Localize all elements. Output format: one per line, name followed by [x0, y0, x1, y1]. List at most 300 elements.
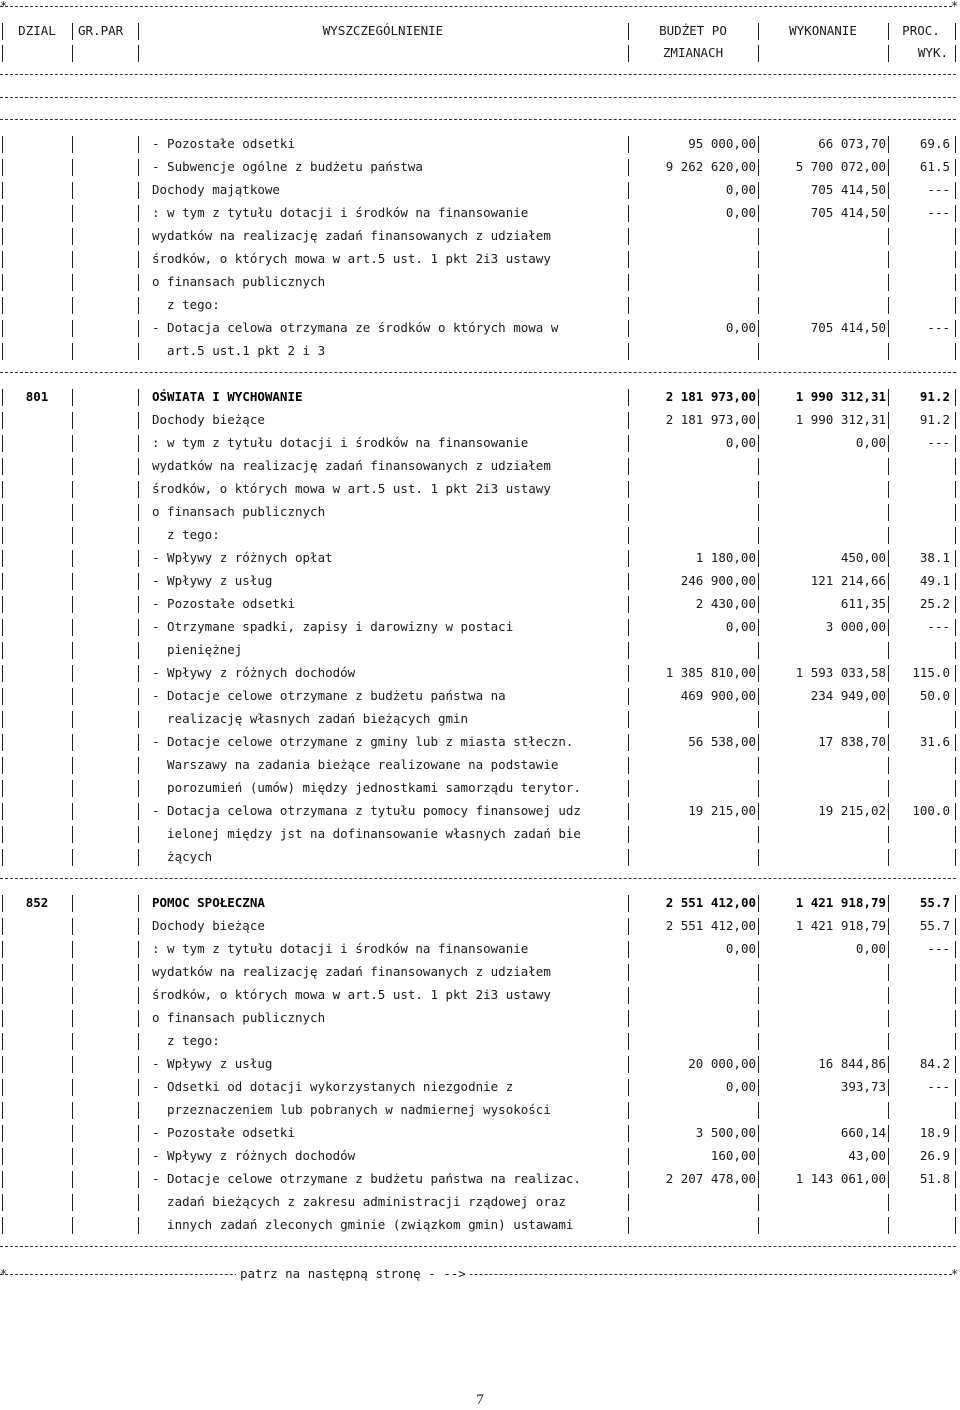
cell-percent [888, 1007, 950, 1029]
table-row [0, 409, 960, 431]
cell-percent [888, 1214, 950, 1236]
table-row [0, 386, 960, 408]
cell-grpar [78, 1007, 138, 1029]
cell-grpar [78, 524, 138, 546]
cell-grpar [78, 570, 138, 592]
cell-dzial [2, 455, 72, 477]
table-row [0, 1145, 960, 1167]
cell-execution [758, 639, 886, 661]
cell-execution [758, 340, 886, 362]
cell-percent [888, 524, 950, 546]
cell-dzial [2, 248, 72, 270]
cell-dzial [2, 340, 72, 362]
cell-dzial [2, 501, 72, 523]
cell-description: żących [152, 849, 213, 864]
cell-execution [758, 225, 886, 247]
cell-grpar [78, 294, 138, 316]
row-separator [0, 878, 956, 879]
header-wykonanie: WYKONANIE [789, 23, 857, 38]
cell-description: OŚWIATA I WYCHOWANIE [152, 389, 303, 404]
cell-description: ielonej między jst na dofinansowanie własnych zadań bie [152, 826, 581, 841]
header-budzet-2: ZMIANACH [662, 45, 724, 60]
cell-budget [628, 501, 756, 523]
table-row [0, 1099, 960, 1121]
cell-percent [888, 777, 950, 799]
cell-description: o finansach publicznych [152, 504, 326, 519]
page-number: 7 [476, 1392, 484, 1408]
cell-grpar [78, 1099, 138, 1121]
cell-execution: 17 838,70 [818, 734, 886, 749]
header-proc-2: WYK. [917, 45, 948, 60]
cell-percent [888, 225, 950, 247]
cell-budget [628, 823, 756, 845]
cell-grpar [78, 179, 138, 201]
cell-description: - Otrzymane spadki, zapisy i darowizny w postaci [152, 619, 514, 634]
cell-percent: --- [927, 182, 950, 197]
cell-grpar [78, 685, 138, 707]
cell-execution: 16 844,86 [818, 1056, 886, 1071]
cell-grpar [78, 915, 138, 937]
cell-dzial [2, 432, 72, 454]
cell-dzial [2, 593, 72, 615]
cell-grpar [78, 501, 138, 523]
cell-grpar [78, 938, 138, 960]
table-row [0, 823, 960, 845]
table-row [0, 754, 960, 776]
cell-execution [758, 823, 886, 845]
cell-description: wydatków na realizację zadań finansowanych z udziałem [152, 964, 551, 979]
cell-description: przeznaczeniem lub pobranych w nadmiernej wysokości [152, 1102, 551, 1117]
cell-dzial [2, 984, 72, 1006]
cell-budget [628, 248, 756, 270]
cell-execution: 1 990 312,31 [795, 389, 886, 404]
cell-execution [758, 961, 886, 983]
table-row [0, 1168, 960, 1190]
cell-dzial [2, 708, 72, 730]
cell-execution: 121 214,66 [810, 573, 886, 588]
cell-budget: 56 538,00 [688, 734, 756, 749]
cell-dzial [2, 754, 72, 776]
cell-execution: 3 000,00 [825, 619, 886, 634]
cell-budget: 0,00 [725, 941, 756, 956]
header-wyszczegolnienie: WYSZCZEGÓLNIENIE [322, 23, 444, 38]
cell-description: Dochody bieżące [152, 918, 265, 933]
cell-execution [758, 777, 886, 799]
cell-budget [628, 1191, 756, 1213]
cell-description: innych zadań zleconych gminie (związkom gmin) ustawami [152, 1217, 574, 1232]
table-row [0, 984, 960, 1006]
cell-description: Warszawy na zadania bieżące realizowane na podstawie [152, 757, 559, 772]
cell-execution: 1 143 061,00 [795, 1171, 886, 1186]
cell-budget [628, 1099, 756, 1121]
cell-grpar [78, 616, 138, 638]
cell-execution [758, 754, 886, 776]
cell-percent: 115.0 [912, 665, 950, 680]
cell-grpar [78, 1076, 138, 1098]
table-row [0, 570, 960, 592]
cell-budget: 2 207 478,00 [665, 1171, 756, 1186]
cell-description: - Dotacje celowe otrzymane z budżetu państwa na [152, 688, 506, 703]
table-row [0, 593, 960, 615]
cell-percent [888, 294, 950, 316]
cell-budget: 246 900,00 [680, 573, 756, 588]
cell-dzial [2, 915, 72, 937]
cell-budget [628, 961, 756, 983]
cell-dzial [2, 961, 72, 983]
cell-budget: 9 262 620,00 [665, 159, 756, 174]
cell-execution [758, 524, 886, 546]
table-row [0, 846, 960, 868]
cell-percent: --- [927, 320, 950, 335]
cell-description: z tego: [152, 1033, 220, 1048]
cell-dzial [2, 938, 72, 960]
table-row [0, 961, 960, 983]
cell-budget [628, 1007, 756, 1029]
cell-description: o finansach publicznych [152, 1010, 326, 1025]
header-proc: PROC. [902, 23, 940, 38]
row-separator [0, 1246, 956, 1247]
cell-description: pieniężnej [152, 642, 243, 657]
cell-description: - Wpływy z usług [152, 1056, 273, 1071]
cell-percent: 100.0 [912, 803, 950, 818]
cell-grpar [78, 1145, 138, 1167]
cell-grpar [78, 225, 138, 247]
cell-dzial: 852 [25, 895, 49, 910]
cell-budget: 19 215,00 [688, 803, 756, 818]
table-row [0, 478, 960, 500]
header-dzial: DZIAL [18, 23, 56, 38]
cell-budget: 2 181 973,00 [665, 412, 756, 427]
cell-grpar [78, 1053, 138, 1075]
cell-budget: 0,00 [725, 205, 756, 220]
header-separator [0, 97, 956, 98]
cell-execution: 611,35 [840, 596, 886, 611]
cell-description: Dochody majątkowe [152, 182, 280, 197]
table-row [0, 616, 960, 638]
cell-budget [628, 478, 756, 500]
cell-description: - Wpływy z różnych dochodów [152, 1148, 356, 1163]
cell-description: - Pozostałe odsetki [152, 136, 295, 151]
table-row [0, 340, 960, 362]
table-row [0, 317, 960, 339]
cell-description: : w tym z tytułu dotacji i środków na finansowanie [152, 941, 529, 956]
cell-dzial [2, 547, 72, 569]
table-row [0, 731, 960, 753]
cell-description: o finansach publicznych [152, 274, 326, 289]
cell-budget: 2 551 412,00 [665, 918, 756, 933]
table-row [0, 938, 960, 960]
cell-description: Dochody bieżące [152, 412, 265, 427]
cell-grpar [78, 593, 138, 615]
footer: * * patrz na następną stronę - --> [0, 1266, 959, 1281]
cell-dzial: 801 [25, 389, 49, 404]
cell-percent [888, 846, 950, 868]
cell-execution: 66 073,70 [818, 136, 886, 151]
cell-percent [888, 455, 950, 477]
cell-budget: 2 181 973,00 [665, 389, 756, 404]
table-row [0, 1007, 960, 1029]
table-row [0, 1191, 960, 1213]
table-row [0, 133, 960, 155]
cell-execution [758, 984, 886, 1006]
cell-execution: 19 215,02 [818, 803, 886, 818]
cell-dzial [2, 1030, 72, 1052]
cell-execution: 1 990 312,31 [795, 412, 886, 427]
cell-description: środków, o których mowa w art.5 ust. 1 pkt 2i3 ustawy [152, 987, 551, 1002]
table-row [0, 455, 960, 477]
cell-execution [758, 1099, 886, 1121]
cell-execution [758, 501, 886, 523]
table-row [0, 1122, 960, 1144]
cell-budget: 1 180,00 [695, 550, 756, 565]
cell-grpar [78, 547, 138, 569]
table-row [0, 202, 960, 224]
table-row [0, 1053, 960, 1075]
cell-description: wydatków na realizację zadań finansowanych z udziałem [152, 228, 551, 243]
cell-execution [758, 294, 886, 316]
top-border [0, 6, 952, 7]
cell-execution [758, 1007, 886, 1029]
cell-dzial [2, 731, 72, 753]
cell-dzial [2, 294, 72, 316]
cell-budget: 2 551 412,00 [665, 895, 756, 910]
cell-dzial [2, 317, 72, 339]
cell-percent: 91.2 [919, 412, 950, 427]
cell-percent: 84.2 [919, 1056, 950, 1071]
header-row [0, 20, 960, 42]
cell-dzial [2, 271, 72, 293]
cell-description: - Subwencje ogólne z budżetu państwa [152, 159, 423, 174]
cell-dzial [2, 846, 72, 868]
cell-budget: 0,00 [725, 1079, 756, 1094]
cell-budget [628, 340, 756, 362]
cell-percent: 91.2 [919, 389, 950, 404]
row-separator [0, 372, 956, 373]
cell-grpar [78, 892, 138, 914]
table-row [0, 156, 960, 178]
cell-description: - Odsetki od dotacji wykorzystanych niezgodnie z [152, 1079, 514, 1094]
cell-description: - Dotacja celowa otrzymana z tytułu pomocy finansowej udz [152, 803, 581, 818]
cell-percent: 55.7 [919, 918, 950, 933]
header-separator [0, 74, 956, 75]
cell-budget [628, 271, 756, 293]
cell-budget [628, 846, 756, 868]
cell-description: porozumień (umów) między jednostkami samorządu terytor. [152, 780, 581, 795]
cell-grpar [78, 984, 138, 1006]
table-row [0, 1214, 960, 1236]
cell-grpar [78, 639, 138, 661]
cell-grpar [78, 156, 138, 178]
cell-description: realizację własnych zadań bieżących gmin [152, 711, 469, 726]
cell-execution: 660,14 [840, 1125, 886, 1140]
cell-description: - Wpływy z różnych dochodów [152, 665, 356, 680]
cell-dzial [2, 179, 72, 201]
cell-execution [758, 846, 886, 868]
cell-execution [758, 1191, 886, 1213]
table-row [0, 800, 960, 822]
cell-execution [758, 248, 886, 270]
cell-description: - Pozostałe odsetki [152, 596, 295, 611]
cell-description: art.5 ust.1 pkt 2 i 3 [152, 343, 326, 358]
header-budzet: BUDŻET PO [659, 23, 727, 38]
cell-dzial [2, 524, 72, 546]
cell-percent: --- [927, 205, 950, 220]
corner-mark: * [951, 0, 959, 13]
cell-dzial [2, 639, 72, 661]
cell-percent [888, 984, 950, 1006]
cell-budget [628, 455, 756, 477]
cell-dzial [2, 1145, 72, 1167]
cell-budget [628, 1214, 756, 1236]
cell-budget: 20 000,00 [688, 1056, 756, 1071]
cell-grpar [78, 317, 138, 339]
cell-percent: --- [927, 941, 950, 956]
cell-budget: 469 900,00 [680, 688, 756, 703]
cell-percent: 55.7 [919, 895, 950, 910]
cell-dzial [2, 1122, 72, 1144]
cell-percent [888, 754, 950, 776]
cell-grpar [78, 1168, 138, 1190]
cell-dzial [2, 570, 72, 592]
cell-budget: 160,00 [710, 1148, 756, 1163]
cell-execution [758, 478, 886, 500]
cell-description: : w tym z tytułu dotacji i środków na finansowanie [152, 205, 529, 220]
header-row [0, 42, 960, 64]
cell-grpar [78, 823, 138, 845]
cell-dzial [2, 1168, 72, 1190]
cell-description: - Dotacje celowe otrzymane z gminy lub z miasta stłeczn. [152, 734, 574, 749]
cell-percent: 49.1 [919, 573, 950, 588]
cell-percent: 26.9 [919, 1148, 950, 1163]
cell-percent [888, 823, 950, 845]
cell-execution: 705 414,50 [810, 205, 886, 220]
table-row [0, 1030, 960, 1052]
cell-budget [628, 754, 756, 776]
cell-execution: 1 421 918,79 [795, 918, 886, 933]
cell-grpar [78, 432, 138, 454]
table-row [0, 524, 960, 546]
cell-description: - Pozostałe odsetki [152, 1125, 295, 1140]
cell-dzial [2, 662, 72, 684]
cell-percent: 38.1 [919, 550, 950, 565]
cell-execution [758, 708, 886, 730]
cell-budget [628, 708, 756, 730]
cell-budget [628, 639, 756, 661]
cell-dzial [2, 133, 72, 155]
cell-execution: 705 414,50 [810, 320, 886, 335]
cell-dzial [2, 1076, 72, 1098]
table-row [0, 432, 960, 454]
cell-execution: 0,00 [855, 941, 886, 956]
cell-budget: 2 430,00 [695, 596, 756, 611]
cell-grpar [78, 662, 138, 684]
cell-description: POMOC SPOŁECZNA [152, 895, 265, 910]
cell-budget [628, 524, 756, 546]
table-row [0, 639, 960, 661]
cell-execution: 393,73 [840, 1079, 886, 1094]
cell-budget [628, 984, 756, 1006]
cell-percent: 51.8 [919, 1171, 950, 1186]
cell-grpar [78, 248, 138, 270]
cell-grpar [78, 777, 138, 799]
cell-grpar [78, 455, 138, 477]
cell-dzial [2, 478, 72, 500]
cell-execution: 705 414,50 [810, 182, 886, 197]
cell-execution: 0,00 [855, 435, 886, 450]
cell-execution [758, 1030, 886, 1052]
cell-grpar [78, 1030, 138, 1052]
cell-dzial [2, 1053, 72, 1075]
cell-grpar [78, 271, 138, 293]
cell-description: : w tym z tytułu dotacji i środków na finansowanie [152, 435, 529, 450]
cell-execution: 234 949,00 [810, 688, 886, 703]
table-row [0, 271, 960, 293]
table-row [0, 915, 960, 937]
cell-dzial [2, 156, 72, 178]
cell-execution: 5 700 072,00 [795, 159, 886, 174]
cell-description: - Dotacja celowa otrzymana ze środków o których mowa w [152, 320, 559, 335]
cell-grpar [78, 1214, 138, 1236]
table-row [0, 547, 960, 569]
continued-note: patrz na następną stronę - --> [236, 1266, 470, 1282]
cell-execution: 1 593 033,58 [795, 665, 886, 680]
table-row [0, 294, 960, 316]
cell-budget [628, 777, 756, 799]
cell-execution: 1 421 918,79 [795, 895, 886, 910]
cell-description: z tego: [152, 527, 220, 542]
cell-percent [888, 1191, 950, 1213]
cell-dzial [2, 202, 72, 224]
cell-dzial [2, 1099, 72, 1121]
table-row [0, 662, 960, 684]
cell-grpar [78, 800, 138, 822]
cell-grpar [78, 961, 138, 983]
cell-budget: 0,00 [725, 619, 756, 634]
cell-dzial [2, 823, 72, 845]
cell-description: z tego: [152, 297, 220, 312]
cell-percent [888, 340, 950, 362]
cell-dzial [2, 685, 72, 707]
cell-grpar [78, 386, 138, 408]
cell-execution: 43,00 [848, 1148, 886, 1163]
cell-percent [888, 961, 950, 983]
cell-percent [888, 501, 950, 523]
cell-percent: 50.0 [919, 688, 950, 703]
cell-percent: 69.6 [919, 136, 950, 151]
row-separator [0, 119, 956, 120]
cell-percent [888, 639, 950, 661]
table-row [0, 248, 960, 270]
cell-dzial [2, 225, 72, 247]
cell-budget [628, 294, 756, 316]
cell-execution [758, 1214, 886, 1236]
cell-description: zadań bieżących z zakresu administracji rządowej oraz [152, 1194, 566, 1209]
cell-percent: --- [927, 435, 950, 450]
table-row [0, 1076, 960, 1098]
cell-dzial [2, 1007, 72, 1029]
table-row [0, 501, 960, 523]
cell-description: środków, o których mowa w art.5 ust. 1 pkt 2i3 ustawy [152, 481, 551, 496]
cell-description: wydatków na realizację zadań finansowanych z udziałem [152, 458, 551, 473]
cell-dzial [2, 409, 72, 431]
cell-grpar [78, 754, 138, 776]
cell-grpar [78, 708, 138, 730]
cell-grpar [78, 1191, 138, 1213]
cell-percent [888, 271, 950, 293]
table-row [0, 225, 960, 247]
cell-dzial [2, 616, 72, 638]
cell-execution [758, 455, 886, 477]
